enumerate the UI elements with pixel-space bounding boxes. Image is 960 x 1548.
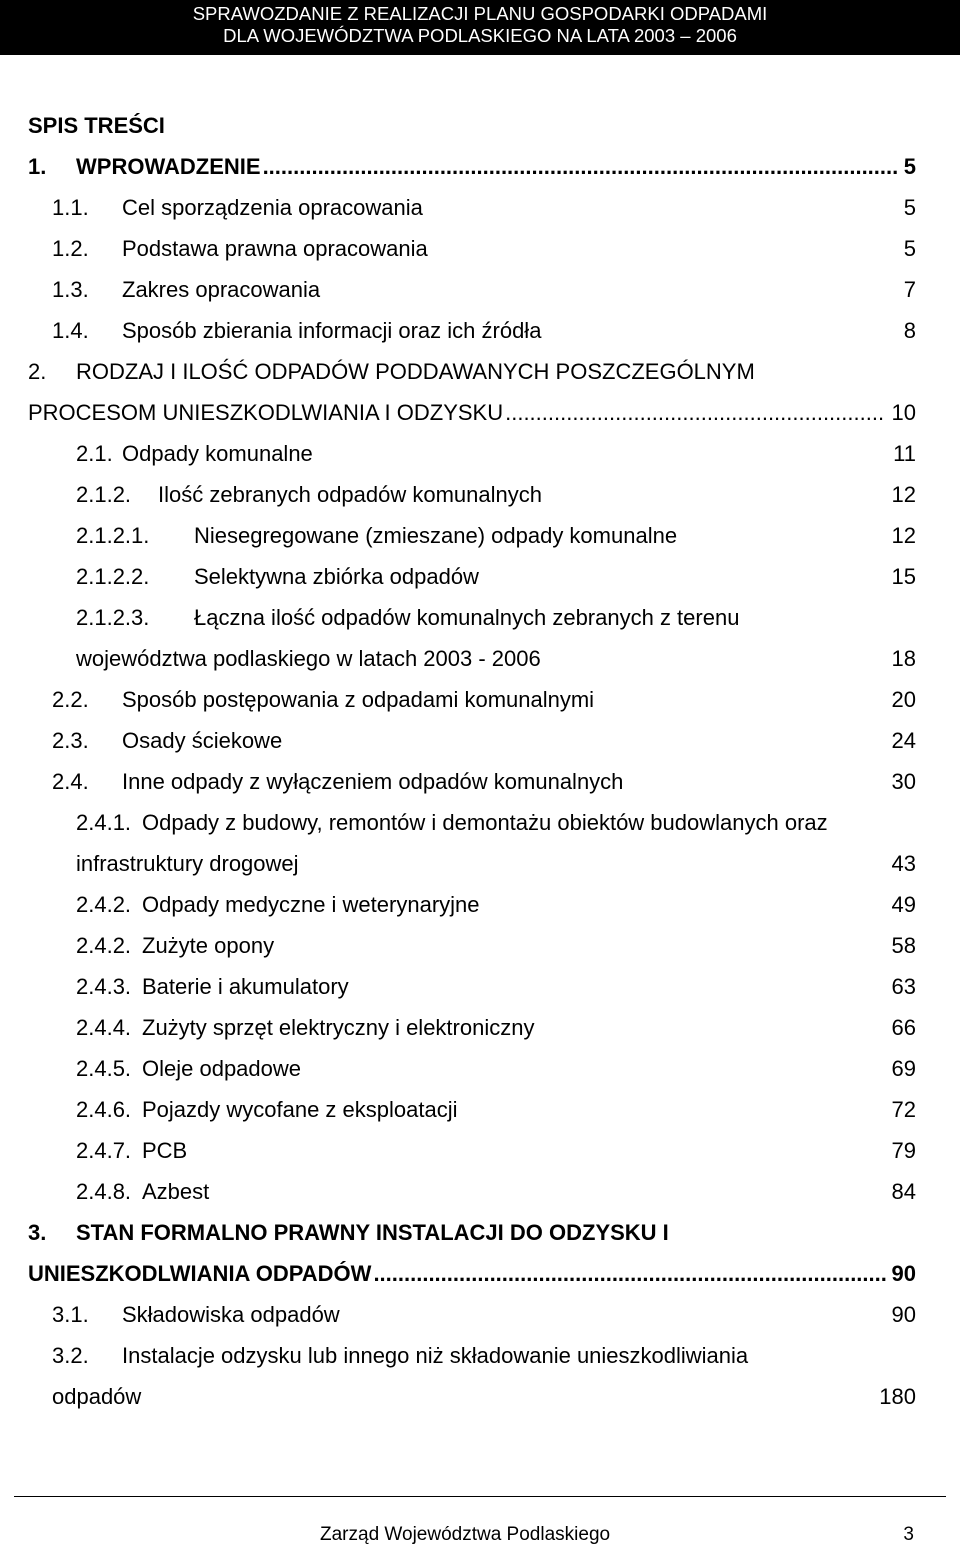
toc-entry-text: RODZAJ I ILOŚĆ ODPADÓW PODDAWANYCH POSZCZEGÓLNYM <box>76 359 755 384</box>
toc-entry-text: Składowiska odpadów <box>122 1302 340 1327</box>
toc-entry[interactable] <box>52 1301 916 1329</box>
toc-entry[interactable] <box>76 932 916 960</box>
toc-entry[interactable] <box>76 973 916 1001</box>
footer-divider <box>14 1496 946 1497</box>
toc-entry[interactable] <box>76 1137 916 1165</box>
toc-entry[interactable] <box>52 727 916 755</box>
toc-entry-page: 15 <box>891 564 916 589</box>
toc-entry-page: 90 <box>891 1261 916 1286</box>
toc-entry-text: Łączna ilość odpadów komunalnych zebranych z terenu <box>194 605 740 630</box>
toc-entry-page: 18 <box>891 646 916 671</box>
toc-entry-page: 5 <box>903 154 916 179</box>
toc-entry-number: 3.2. <box>52 1343 89 1368</box>
toc-entry-text: PCB <box>142 1138 188 1163</box>
toc-entry-text: Oleje odpadowe <box>142 1056 302 1081</box>
header-line-2: DLA WOJEWÓDZTWA PODLASKIEGO NA LATA 2003 – 2006 <box>223 25 737 46</box>
toc-entry-text: Zakres opracowania <box>122 277 321 302</box>
toc-entry-text: Niesegregowane (zmieszane) odpady komunalne <box>194 523 678 548</box>
toc-entry-continuation[interactable] <box>28 1260 916 1288</box>
toc-entry-page: 49 <box>891 892 916 917</box>
toc-entry[interactable] <box>52 1342 916 1370</box>
toc-entry-text: Zużyte opony <box>142 933 275 958</box>
toc-entry-text: Instalacje odzysku lub innego niż składowanie unieszkodliwiania <box>122 1343 749 1368</box>
toc-entry-number: 2.1.2. <box>76 482 132 507</box>
toc-entry-number: 2.4.7. <box>76 1138 132 1163</box>
toc-entry-text: Azbest <box>142 1179 210 1204</box>
toc-entry-text: STAN FORMALNO PRAWNY INSTALACJI DO ODZYSKU I <box>76 1220 669 1245</box>
toc-entry-page: 58 <box>891 933 916 958</box>
toc-entry-page: 72 <box>891 1097 916 1122</box>
footer-page-number: 3 <box>903 1524 914 1545</box>
toc-entry-page: 12 <box>891 482 916 507</box>
toc-entry-text: Sposób zbierania informacji oraz ich źródła <box>122 318 542 343</box>
toc-entry-text: Podstawa prawna opracowania <box>122 236 428 261</box>
toc-entry[interactable] <box>52 276 916 304</box>
toc-entry-page: 11 <box>893 441 916 466</box>
toc-entry[interactable] <box>28 358 916 386</box>
toc-entry-page: 7 <box>903 277 916 302</box>
toc-entry-number: 3.1. <box>52 1302 89 1327</box>
toc-entry[interactable] <box>76 1014 916 1042</box>
dot-leader <box>373 1260 885 1288</box>
toc-entry-page: 43 <box>891 851 916 876</box>
toc-entry-text: Zużyty sprzęt elektryczny i elektroniczny <box>142 1015 535 1040</box>
toc-entry-text: Ilość zebranych odpadów komunalnych <box>158 482 543 507</box>
toc-entry-text: Selektywna zbiórka odpadów <box>194 564 479 589</box>
toc-entry-number: 3. <box>28 1220 47 1245</box>
toc-entry-page: 180 <box>879 1384 916 1409</box>
toc-entry[interactable] <box>76 522 916 550</box>
running-header <box>0 0 960 55</box>
toc-entry-number: 1.4. <box>52 318 89 343</box>
toc-entry-text: Sposób postępowania z odpadami komunalnymi <box>122 687 595 712</box>
toc-entry-page: 12 <box>891 523 916 548</box>
toc-entry-page: 8 <box>903 318 916 343</box>
toc-entry[interactable] <box>52 235 916 263</box>
toc-entry[interactable] <box>76 891 916 919</box>
toc-entry-number: 2.4.2. <box>76 933 132 958</box>
toc-entry-page: 79 <box>891 1138 916 1163</box>
toc-title: SPIS TREŚCI <box>28 113 165 138</box>
toc-entry[interactable] <box>28 1219 916 1247</box>
toc-entry-number: 1.3. <box>52 277 89 302</box>
toc-entry[interactable] <box>52 686 916 714</box>
toc-entry-continuation[interactable] <box>76 645 916 673</box>
toc-entry-page: 10 <box>891 400 916 425</box>
page-footer <box>0 1524 960 1548</box>
toc-entry-page: 84 <box>891 1179 916 1204</box>
toc-entry[interactable] <box>76 440 916 468</box>
toc-entry-text: Inne odpady z wyłączeniem odpadów komunalnych <box>122 769 624 794</box>
toc-entry-page: 90 <box>891 1302 916 1327</box>
toc-entry-page: 66 <box>891 1015 916 1040</box>
footer-text: Zarząd Województwa Podlaskiego <box>320 1524 611 1545</box>
toc-entry-text: Odpady medyczne i weterynaryjne <box>142 892 480 917</box>
toc-entry-number: 2.4.3. <box>76 974 132 999</box>
toc-entry-text-continued: odpadów <box>52 1384 142 1409</box>
header-line-1: SPRAWOZDANIE Z REALIZACJI PLANU GOSPODARKI ODPADAMI <box>192 3 768 24</box>
toc-entry-text-continued: infrastruktury drogowej <box>76 851 299 876</box>
toc-entry-continuation[interactable] <box>52 1383 916 1411</box>
toc-entry-number: 1.2. <box>52 236 89 261</box>
toc-entry-text-continued: PROCESOM UNIESZKODLWIANIA I ODZYSKU <box>28 400 504 425</box>
dot-leader <box>505 399 885 427</box>
toc-entry-number: 2.4.2. <box>76 892 132 917</box>
toc-entry-number: 2.1.2.3. <box>76 605 150 630</box>
toc-entry-text: WPROWADZENIE <box>76 154 261 179</box>
toc-entry-text: Odpady komunalne <box>122 441 313 466</box>
toc-entry-number: 2.4.1. <box>76 810 132 835</box>
toc-entry-text: Baterie i akumulatory <box>142 974 349 999</box>
toc-entry-number: 2.4.6. <box>76 1097 132 1122</box>
toc-entry[interactable] <box>52 317 916 345</box>
toc-entry-number: 2.1. <box>76 441 113 466</box>
toc-entry[interactable] <box>76 604 916 632</box>
toc-entry-number: 1.1. <box>52 195 89 220</box>
toc-entry-number: 2.4.5. <box>76 1056 132 1081</box>
toc-entry-number: 2. <box>28 359 47 384</box>
toc-entry-page: 5 <box>903 236 916 261</box>
toc-entry-continuation[interactable] <box>76 850 916 878</box>
toc-entry[interactable] <box>52 194 916 222</box>
toc-entry[interactable] <box>28 153 916 181</box>
toc-entry-page: 63 <box>891 974 916 999</box>
toc-entry-text-continued: województwa podlaskiego w latach 2003 - 2006 <box>76 646 541 671</box>
toc-entry[interactable] <box>76 1178 916 1206</box>
toc-entry-number: 2.4.8. <box>76 1179 132 1204</box>
toc-entry-text: Osady ściekowe <box>122 728 283 753</box>
toc-entry-number: 2.1.2.2. <box>76 564 150 589</box>
toc-entry[interactable] <box>76 481 916 509</box>
toc-entry-text: Cel sporządzenia opracowania <box>122 195 423 220</box>
toc-entry-page: 30 <box>891 769 916 794</box>
toc-entry-number: 2.4. <box>52 769 89 794</box>
toc-entry-number: 2.3. <box>52 728 89 753</box>
toc-entry-number: 2.4.4. <box>76 1015 132 1040</box>
toc-entry[interactable] <box>76 563 916 591</box>
toc-entry-text-continued: UNIESZKODLWIANIA ODPADÓW <box>28 1261 372 1286</box>
toc-entry-text: Odpady z budowy, remontów i demontażu obiektów budowlanych oraz <box>142 810 828 835</box>
toc-entry-number: 1. <box>28 154 47 179</box>
toc-entry-continuation[interactable] <box>28 399 916 427</box>
toc-entry-number: 2.1.2.1. <box>76 523 150 548</box>
dot-leader <box>263 153 898 181</box>
toc-entry-page: 69 <box>891 1056 916 1081</box>
toc-entry[interactable] <box>76 1055 916 1083</box>
toc-entry-page: 24 <box>891 728 916 753</box>
toc-entry[interactable] <box>76 809 916 837</box>
toc-entry-number: 2.2. <box>52 687 89 712</box>
toc-entry-text: Pojazdy wycofane z eksploatacji <box>142 1097 458 1122</box>
toc-entry[interactable] <box>52 768 916 796</box>
toc-entry[interactable] <box>76 1096 916 1124</box>
toc-entry-page: 5 <box>903 195 916 220</box>
toc-entry-page: 20 <box>891 687 916 712</box>
